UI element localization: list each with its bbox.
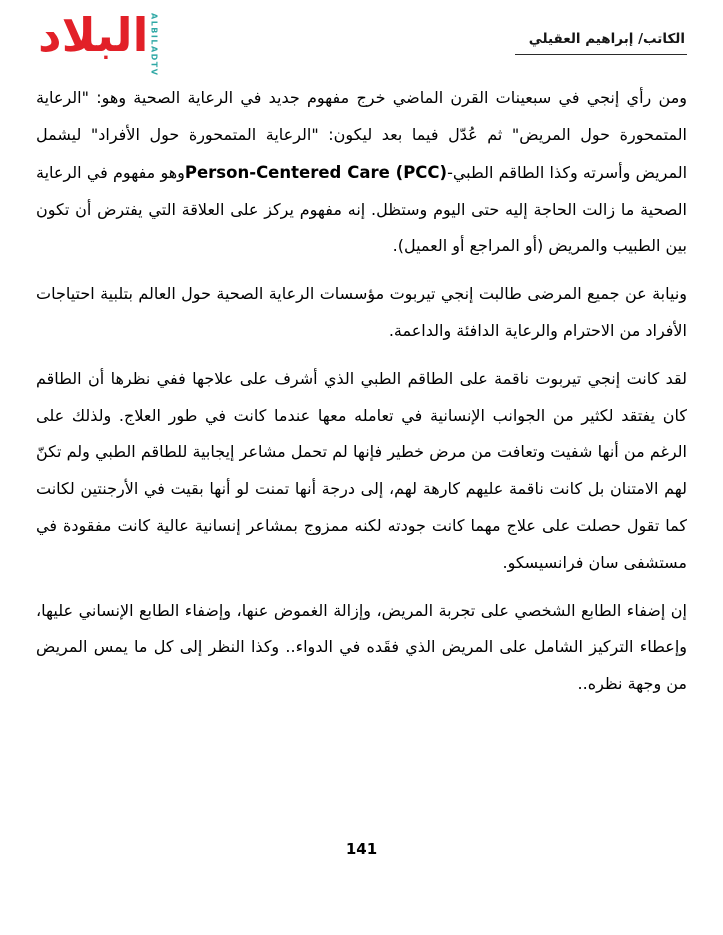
author-block: [515, 28, 687, 55]
document-body: [36, 80, 687, 714]
paragraph-4: إن إضفاء الطابع الشخصي على تجربة المريض، وإزالة الغموض عنها، وإضفاء الطابع الإنساني عليها، وإعطاء التركيز الشامل على المريض الذي فقَده في الدواء.. وكذا النظر إلى كل ما يمس المريض من وجهة نظره..: [36, 600, 687, 694]
paragraph-3: لقد كانت إنجي تيربوت ناقمة على الطاقم الطبي الذي أشرف على علاجها ففي نظرها أن الطاقم كان يفتقد لكثير من الجوانب الإنسانية في تعامله معها عندما كانت في طور العلاج. ولذلك على الرغم من أنها شفيت وتعافت من مرض خطير فإنها لم تحمل مشاعر إيجابية للطاقم الطبي ولم تكنّ لهم الامتنان بل كانت ناقمة عليهم كارهة لهم، إلى درجة أنها تمنت لو أنها بقيت في الأرجنتين لكانت كما تقول حصلت على علاج مهما كانت جودته لكنه ممزوج بمشاعر إنسانية عالية كانت مفقودة في مستشفى سان فرانسيسكو.: [36, 368, 687, 572]
albilad-logo: [38, 8, 159, 77]
paragraph-2: ونيابة عن جميع المرضى طالبت إنجي تيربوت مؤسسات الرعاية الصحية حول العالم بتلبية احتياجات الأفراد من الاحترام والرعاية الدافئة والداعمة.: [36, 284, 687, 340]
author-name: الكاتب/ إبراهيم العقيلي: [515, 31, 687, 55]
english-term-pcc: Person-Centered Care (PCC): [184, 162, 448, 182]
logo-vertical-text: ALBILADTV: [149, 13, 159, 77]
paragraph-1-text-after: وهو مفهوم في الرعاية الصحية ما زالت الحاجة إليه حتى اليوم وستظل. إنه مفهوم يركز على العلاقة التي يفترض أن تكون بين الطبيب والمريض (أو المراجع أو العميل).: [36, 162, 687, 256]
paragraph-1: [36, 80, 687, 265]
paragraph-1-text-before: ومن رأي إنجي في سبعينات القرن الماضي خرج مفهوم جديد في الرعاية الصحية وهو: "الرعاية المتمحورة حول المريض" ثم عُدّل فيما بعد ليكون: "الرعاية المتمحورة حول الأفراد" ليشمل المريض وأسرته وكذا الطاقم الطبي-: [36, 88, 688, 182]
page-number: 141: [345, 840, 378, 858]
logo-arabic-text: البلاد: [38, 8, 149, 62]
page-header: [38, 8, 687, 77]
